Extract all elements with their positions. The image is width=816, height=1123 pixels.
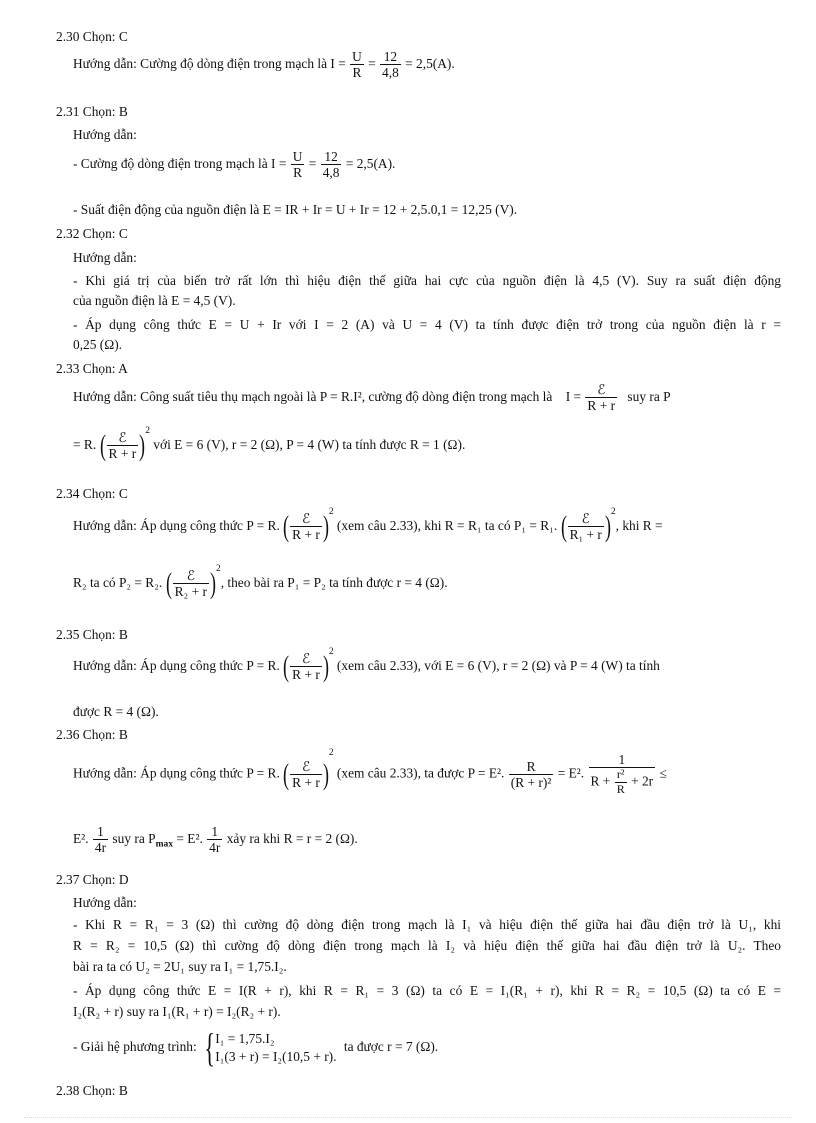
numerator: r²: [616, 767, 625, 782]
numerator: 12: [324, 149, 338, 164]
fraction: [509, 759, 554, 791]
exponent: 2: [328, 507, 334, 517]
explanation-2-32-c: - Áp dụng công thức E = U + Ir với I = 2 (A) và U = 4 (V) ta tính được điện trở trong của nguồn điện là r =: [73, 317, 781, 332]
fraction: [107, 430, 139, 462]
numerator: 12: [383, 49, 398, 64]
explanation-text: (xem câu 2.33), khi R = R₁ ta có P₁ = R₁.: [336, 517, 558, 533]
numerator: ℰ: [186, 568, 195, 583]
fraction: [93, 824, 108, 856]
numerator: 1: [211, 824, 219, 839]
explanation-2-36-b: E². $\frac{1}{4r}$ suy ra $P_{max} = E^2$. $\frac{1}{4r}$ xảy ra khi R = r = 2 (Ω).: [73, 824, 358, 856]
guide-label: Hướng dẫn:: [73, 895, 137, 910]
explanation-2-31-b: - Suất điện động của nguồn điện là E = IR + Ir = U + Ir = 12 + 2,5.0,1 = 12,25 (V).: [73, 202, 518, 217]
numerator: ℰ: [301, 758, 311, 774]
exponent: 2: [215, 564, 221, 574]
fraction: [290, 511, 322, 543]
explanation-2-32-a: - Khi giá trị của biến trở rất lớn thì hiệu điện thế giữa hai cực của nguồn điện là 4,5 (V). Suy ra suất điện động: [73, 273, 781, 288]
left-paren: (: [283, 649, 290, 683]
explanation-2-37-e: I₂(R₂ + r) suy ra I₁(R₁ + r) = I₂(R₂ + r).: [73, 1004, 281, 1019]
right-paren: ): [322, 757, 329, 791]
answer-2-37: 2.37 Chọn: D: [56, 872, 129, 887]
exponent: 2: [145, 426, 150, 436]
explanation-text: , theo bài ra P₁ = P₂ ta tính được r = 4 (Ω).: [220, 574, 448, 590]
explanation-text: suy ra P: [112, 830, 156, 846]
denominator: R + r: [108, 446, 137, 462]
answer-2-30: 2.30 Chọn: C: [56, 29, 128, 44]
answer-2-31: 2.31 Chọn: B: [56, 104, 128, 119]
explanation-text: suy ra P: [627, 388, 671, 404]
numerator: U: [292, 149, 303, 164]
equation-2: I₁(3 + r) = I₂(10,5 + r).: [215, 1049, 337, 1064]
denominator: R₁ + r: [569, 527, 602, 543]
fraction: [589, 752, 656, 797]
right-paren: ): [604, 509, 611, 543]
denominator: R + r: [292, 527, 320, 543]
denominator: [589, 767, 656, 797]
system-brace: {: [204, 1025, 215, 1070]
numerator: R: [526, 758, 536, 774]
denominator-text: + 2r: [631, 773, 654, 789]
guide-label: Hướng dẫn:: [73, 250, 137, 265]
explanation-2-37-f: [73, 1025, 439, 1070]
answer-2-33: 2.33 Chọn: A: [56, 361, 128, 376]
explanation-text: R₂ ta có P₂ = R₂.: [73, 574, 163, 590]
denominator: 4r: [94, 840, 107, 856]
explanation-2-32-b: của nguồn điện là E = 4,5 (V).: [73, 293, 236, 308]
explanation-2-34-b: [73, 564, 448, 600]
answer-2-38: 2.38 Chọn: B: [56, 1083, 128, 1098]
left-paren: (: [99, 428, 106, 462]
math-text: = E².: [557, 765, 585, 781]
answer-2-34: 2.34 Chọn: C: [56, 486, 128, 501]
fraction: [291, 149, 305, 181]
denominator: R₂ + r: [174, 584, 207, 600]
math-text: = R.: [73, 436, 97, 452]
explanation-text: Hướng dẫn: Áp dụng công thức P = R.: [73, 657, 280, 673]
denominator: R + r: [292, 775, 320, 790]
fraction: [207, 824, 222, 856]
fraction: [380, 49, 401, 81]
explanation-text: ta được r = 7 (Ω).: [343, 1039, 439, 1055]
explanation-2-31-a: - Cường độ dòng điện trong mạch là I = $\frac{U}{R}$ = $\frac{12}{4,8}$ = 2,5(A).: [73, 149, 396, 181]
explanation-2-37-c: bài ra ta có U₂ = 2U₁ suy ra I₁ = 1,75.I₂.: [73, 959, 287, 974]
math-text: ≤: [659, 765, 667, 781]
explanation-text: Hướng dẫn: Áp dụng công thức P = R.: [73, 765, 280, 781]
fraction: [290, 759, 322, 791]
numerator: ℰ: [301, 511, 311, 526]
denominator: R + r: [292, 667, 320, 683]
explanation-2-33-b: [73, 426, 466, 462]
left-paren: (: [560, 509, 567, 543]
right-paren: ): [322, 649, 329, 683]
denominator: R: [350, 64, 364, 80]
numerator: U: [352, 49, 362, 64]
exponent: 2: [328, 647, 334, 657]
answer-2-36: 2.36 Chọn: B: [56, 727, 128, 742]
denominator: R + r: [587, 398, 616, 414]
equation-system: [215, 1030, 336, 1066]
explanation-text: Hướng dẫn: Công suất tiêu thụ mạch ngoài là P = R.I², cường độ dòng điện trong mạch là: [73, 388, 553, 404]
denominator-text: R +: [590, 773, 611, 789]
numerator: ℰ: [597, 382, 606, 397]
denominator: 4r: [209, 840, 221, 856]
result: = 2,5(A).: [345, 155, 396, 171]
denominator: R: [291, 164, 305, 180]
fraction: [290, 651, 322, 683]
denominator: 4,8: [322, 165, 340, 181]
guide-label: Hướng dẫn:: [73, 127, 137, 142]
explanation-2-32-d: 0,25 (Ω).: [73, 337, 122, 352]
numerator: 1: [97, 824, 104, 839]
explanation-text: Hướng dẫn: Áp dụng công thức P = R.: [73, 517, 280, 533]
left-paren: (: [165, 566, 172, 600]
right-paren: ): [322, 509, 329, 543]
result: = 2,5(A).: [405, 55, 455, 71]
fraction: [321, 149, 342, 181]
explanation-2-37-b: R = R₂ = 10,5 (Ω) thì cường độ dòng điện trong mạch là I₂ và hiệu điện thế giữa hai đầu điện trở là U₂. Theo: [73, 938, 781, 953]
fraction: [585, 382, 617, 414]
explanation-2-33-a: Hướng dẫn: Công suất tiêu thụ mạch ngoài là P = R.I², cường độ dòng điện trong mạch là I = $\frac{\text{ℰ}}{R + r}$ suy ra P: [73, 382, 671, 414]
explanation-2-35-b: được R = 4 (Ω).: [73, 704, 159, 719]
explanation-2-37-d: - Áp dụng công thức E = I(R + r), khi R = R₁ = 3 (Ω) ta có E = I₁(R₁ + r), khi R = R₂ = 10,5 (Ω) ta có E =: [73, 983, 781, 998]
answer-2-32: 2.32 Chọn: C: [56, 226, 128, 241]
denominator: (R + r)²: [510, 775, 552, 790]
fraction: [350, 49, 364, 81]
subscript: max: [155, 839, 173, 850]
numerator: ℰ: [581, 511, 590, 526]
fraction: [568, 511, 604, 543]
denominator: 4,8: [382, 65, 399, 81]
fraction: [615, 768, 627, 797]
math-text: = E².: [176, 830, 203, 846]
numerator: ℰ: [118, 430, 127, 445]
explanation-text: Hướng dẫn: Cường độ dòng điện trong mạch là I =: [73, 55, 346, 71]
explanation-2-34-a: [73, 507, 663, 543]
right-paren: ): [139, 428, 146, 462]
explanation-2-36-a: [73, 748, 667, 797]
explanation-text: - Giải hệ phương trình:: [73, 1039, 197, 1055]
page-bottom-rule: [24, 1117, 792, 1118]
explanation-2-37-a: - Khi R = R₁ = 3 (Ω) thì cường độ dòng điện trong mạch là I₁ và hiệu điện thế giữa hai đầu điện trở là U₁, khi: [73, 917, 781, 932]
left-paren: (: [283, 757, 290, 791]
numerator: ℰ: [301, 651, 311, 666]
explanation-2-35-a: [73, 647, 660, 683]
explanation-text: xảy ra khi R = r = 2 (Ω).: [226, 830, 358, 846]
explanation-text: , khi R =: [615, 517, 663, 533]
explanation-text: (xem câu 2.33), ta được P = E².: [336, 765, 505, 781]
explanation-text: - Cường độ dòng điện trong mạch là I =: [73, 155, 287, 171]
explanation-text: với E = 6 (V), r = 2 (Ω), P = 4 (W) ta tính được R = 1 (Ω).: [153, 436, 466, 452]
equation-1: I₁ = 1,75.I₂: [215, 1030, 275, 1046]
explanation-2-30: Hướng dẫn: Cường độ dòng điện trong mạch là I = $\frac{U}{R}$ = $\frac{12}{4,8}$ = 2,5(A).: [73, 49, 455, 81]
exponent: 2: [610, 507, 616, 517]
fraction: [173, 568, 209, 600]
answer-2-35: 2.35 Chọn: B: [56, 627, 128, 642]
exponent: 2: [328, 748, 334, 758]
numerator: 1: [618, 752, 626, 767]
right-paren: ): [209, 566, 216, 600]
denominator: R: [616, 782, 625, 797]
explanation-text: (xem câu 2.33), với E = 6 (V), r = 2 (Ω) và P = 4 (W) ta tính: [336, 657, 660, 673]
left-paren: (: [283, 509, 290, 543]
